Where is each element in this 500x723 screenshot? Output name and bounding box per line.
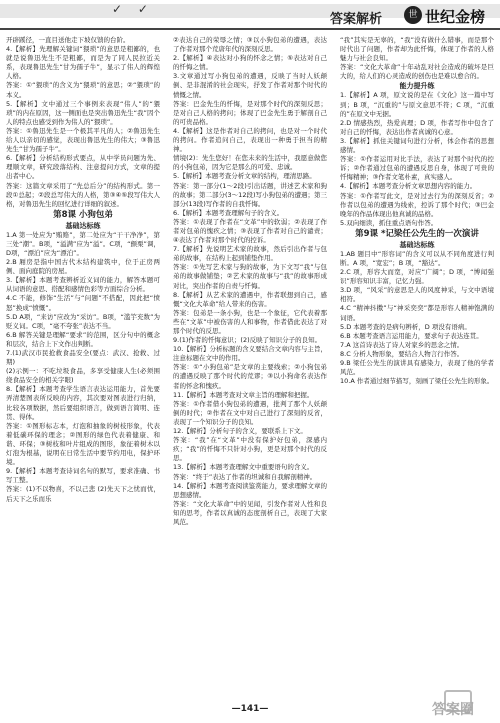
answer-line: 4.C “精神抖擞”与“神采奕奕”都是形容人精神饱满的词语。 <box>340 304 494 322</box>
answer-line: (2)示例一：不吃垃圾食品，多享受健康人生(必须围绕食品安全的相关字眼) <box>6 367 160 385</box>
header-rule <box>0 28 500 30</box>
answer-line: 12.【解析】分析句子的含义，要联系上下文。 <box>173 427 307 436</box>
answer-line: 13.【解析】本题考查理解文中重要语句的含义。 <box>173 463 314 472</box>
answer-line: 答案：①鲁迅先生是一个极其平凡的人；②鲁迅先生给人以亲切的感觉，表现出鲁迅先生的伟大；③鲁迅先生“甘为孺子牛”。 <box>6 126 160 154</box>
answer-line: “我”其实是无辜的，“我”没有做什么错事，而是那个时代出了问题，作者却为此忏悔，体现了作者的人格魅力与社会良知。 <box>340 36 494 63</box>
answer-line: 答案：①“猥琐”的含义为“猥琐”的意思；②“猥琐”的本义。 <box>6 81 160 99</box>
answer-line: 答案：包弟是一条小狗，也是一个象征，它代表着那些在“文革”中被伤害的人和事物，作者借此表达了对那个时代的反思。 <box>173 308 327 335</box>
answer-line: 答案：①作者借小狗包弟的遭遇，批判了那个人妖颠倒的时代；②作者在文中对自己进行了深刻的反省，表现了一个知识分子的良知。 <box>173 399 327 426</box>
answer-line: 8.【解析】从艺术家的遭遇中，作者联想到自己，感慨“文化大革命”给人带来的伤害。 <box>173 290 327 308</box>
answer-line: 2.C 项，形容大而宽，对应“广阔”；D 项，“博闻强识”形容知识丰富，记忆力强。 <box>340 268 494 286</box>
section-heading: 基础达标练 <box>65 221 101 230</box>
answer-line: 答案：①图形标志本，灯泡和抽象的树枝形象，代表着低碳环保的理念；②图形的绿色代表着健康、和谐、环保；③树枝和叶片组成的图形，象征着树木以灯泡为根基，说明在日常生活中要节约用电，保护环境。 <box>6 421 160 467</box>
answer-line: 7.【解析】先说明艺术家的故事，然后引出作者与包弟的故事，在结构上起到铺垫作用。 <box>173 245 327 263</box>
answer-line: 4.C 不能，修饰“生活”与“问题”不搭配，因此把“愤怒”换成“愤慨”。 <box>6 294 160 312</box>
answer-line: 10.A 作者通过细节描写，刻画了梁任公先生的形象。 <box>340 377 494 386</box>
answer-line: 7.A 这首诗表达了诗人对家乡的思念之情。 <box>340 340 464 349</box>
page-number: —141— <box>231 704 269 714</box>
column-right <box>340 36 494 701</box>
answer-line: 6.【解析】分析结构形式要点，从中学员问题为先、理顺文章，研究段落结构、注意提问方式，文章的提出者中心。 <box>6 154 160 181</box>
answer-line: 答案：①先写艺术家与狗的故事，为下文写“我”与包弟的故事做铺垫；②艺术家的故事与“我”的故事形成对比，突出作者的自责与忏悔。 <box>173 263 327 290</box>
answer-line: 开辟蹊径，一直目送他走下坡仅馈的台阶。 <box>6 36 130 44</box>
answer-line: 答案：①作者运用对比手法，表达了对那个时代的控诉；②作者通过包弟的遭遇反思自身，体现了可贵的忏悔精神；③作者文笔朴素，真实感人。 <box>340 155 494 182</box>
answer-line: 答案：①表现了作者在“文革”中的软弱；②表现了作者对包弟的愧疚之情；③表现了作者对自己的谴责；④表达了作者对那个时代的控诉。 <box>173 217 327 245</box>
answer-line: 1.AB 题目中“形容词”的含义可以从不同角度进行判断。A 项，“宽宏”；B 项，“豁达”。 <box>340 249 494 267</box>
answer-line: 答案：“文化大革命”中的见闻，引发作者对人性和良知的思考，作者以真诚的态度剖析自己，表现了大家风范。 <box>173 499 327 526</box>
answer-line: 2.【解析】④表达对小狗的怀念之情；⑤表达对自己的忏悔之情。 <box>173 54 327 72</box>
lesson-title: 第8课 小狗包弟 <box>53 209 113 220</box>
answer-line: 5.【解析】文中通过三个事例来表现“伟人”的“猥琐”的内在原因，这一侧面也是突出鲁迅先生“我”因个人的特点也感受到作为伟人的“猥琐”。 <box>6 99 160 126</box>
answer-line: 4.【解析】先理解关键词“猥琐”的意思是粗鄙的，也就是说鲁迅先生不是粗鄙，而是为了同人民拉近关系，表现鲁迅先生“甘为孺子牛”，显示了伟人的辉煌人格。 <box>6 45 160 81</box>
answer-line: ②表达自己的荣辱之情；③以小狗包弟的遭遇，表达了作者对那个荒唐年代的深刻反思。 <box>173 36 327 54</box>
answer-line: 答案：①“小狗包弟”是文章的主要线索；②小狗包弟的遭遇反映了那个时代的荒谬；③以小狗命名表达作者的怀念和愧疚。 <box>173 363 327 390</box>
answer-line: 答案：“终于”表达了作者的坦诚和自我解剖精神。 <box>173 472 317 481</box>
answer-line: 答案：巴金先生的忏悔，是对那个时代的深刻反思；是对自己人格的拷问；体现了巴金先生勇于解剖自己的可贵品格。 <box>173 99 327 126</box>
page-header <box>0 0 500 32</box>
answer-line: 5.双向细读，抓住重点语句作答。 <box>340 218 438 227</box>
answer-line: 答案：第一部分(1～2段)引出话题，讲述艺术家和狗的故事；第二部分(3～12段)写小狗包弟的遭遇；第三部分(13段)写作者的自我忏悔。 <box>173 181 327 208</box>
answer-line: 5.【解析】本题考查分析文章的结构，理清思路。 <box>173 172 316 181</box>
answer-line: 答案：这篇文章采用了“先总后分”的结构形式。第一段①总起；②段总写伟大的人格，第③④⑤段写伟大人格，对鲁迅先生的回忆进行详细的叙述。 <box>6 181 160 208</box>
answer-line: 3.文章通过写小狗包弟的遭遇，反映了当时人妖颠倒、是非混淆的社会现实，抒发了作者对那个时代的愤慨之情。 <box>173 72 327 99</box>
answer-line: 9.B 梁任公先生的演讲具有感染力，表现了他的学者风范。 <box>340 359 494 377</box>
answer-line: 7.(1)武汉市民抢救食品安全(要点：武汉、抢救、过期) <box>6 349 160 367</box>
answer-line: 3.D 项，“风采”的意思是人的风度神采，与文中语境相符。 <box>340 286 494 304</box>
watermark-text: 答案圈 <box>432 702 474 718</box>
answer-line: 8.【解析】本题考查学生语言表达运用能力，首先要弄清楚图表所反映的内容，其次要对图表进行归纳，比较各项数据，然后要组织语言，做到语言简明、连贯、得体。 <box>6 385 160 421</box>
section-heading: 基础达标练 <box>399 240 435 249</box>
answer-line: 11.【解析】本题考查对文章主旨的理解和把握。 <box>173 390 314 399</box>
header-title: 答案解析 <box>330 12 383 27</box>
answer-line: 1.【解析】A 项，原文说的是在《文化》这一篇中写到；B 项，“沉重的”与原文意思不符；C 项，“沉重的”在原文中无据。 <box>340 91 494 118</box>
answer-line: 3.【解析】抓住关键词句进行分析，体会作者的思想感情。 <box>340 136 494 155</box>
answer-line: 6.B 解答关键是理解“要求”的范围，区分句中的概念和层次，结合上下文作出判断。 <box>6 330 160 348</box>
answer-line: 5.D A项，“来访”应改为“采访”。B项，“滥竽充数”为贬义词。C项，“毫不夸张”表达不当。 <box>6 312 160 330</box>
answer-line: 3.【解析】本题考查辨析近义词的能力，解答本题可从词语的意思、搭配和感情色彩等方面综合分析。 <box>6 276 160 294</box>
answer-line: 14.【解析】本题考查阅读鉴赏能力，要求理解文章的思想感情。 <box>173 481 327 499</box>
answer-line: 5.D 本题考查的是病句辨析，D 项没有语病。 <box>340 322 471 331</box>
answer-line: 4.【解析】本题考查分析文章思想内容的能力。 <box>340 182 477 191</box>
answer-line: 8.C 分析人物形象，要结合人物言行作答。 <box>340 349 464 358</box>
answer-line: 2.B 厢房是指中国古代木结构建筑中，位于正房两侧、面向庭院的房屋。 <box>6 258 160 276</box>
column-left <box>6 36 160 701</box>
answer-line: 6.B 本题考查语言运用能力，要求句子表达连贯。 <box>340 331 483 340</box>
section-heading: 能力提升练 <box>399 82 435 91</box>
brand-logo-icon: 世 <box>404 6 422 24</box>
answer-line: 6.【解析】本题考查理解句子的含义。 <box>173 208 284 217</box>
column-middle <box>173 36 327 701</box>
answer-line: 4.【解析】这是作者对自己的拷问，也是对一个时代的拷问。作者追问自己，表现出一种勇于担当的精神。 <box>173 126 327 154</box>
answer-line: 9.【解析】本题考查诗词名句的默写，要求准确、书写工整。 <box>6 467 160 485</box>
answer-line: 答案：“文化大革命”十年动乱对社会造成的破坏是巨大的，给人们的心灵造成的创伤也是难以愈合的。 <box>340 63 494 81</box>
brand-name: 世纪金榜 <box>425 8 486 26</box>
answer-line: 2.D 情感热烈，热爱真理；D 项，作者写作中包含了对自己的忏悔，表达出作者真诚的心意。 <box>340 118 494 136</box>
birds-icon: ✓ ✓ <box>112 2 154 16</box>
answer-line: 10.【解析】分析标题的含义要结合文章内容与主旨，注意标题在文中的作用。 <box>173 345 327 363</box>
lesson-title: 第9课 *记梁任公先生的一次演讲 <box>355 228 479 239</box>
answer-line: 1.A 第一处应为“贿赂”，第二处应为“干干净净”，第三处“潮”。B项，“溢满”应为“溢”。C项，“颤栗”调，D项，“漂泊”应为“漂泊”。 <box>6 230 160 257</box>
answer-line: 答案：“我”在“文革”中没有保护好包弟，深感内疚；“我”的忏悔不只针对小狗，更是对那个时代的反思。 <box>173 436 327 463</box>
answer-line: 答案：(1)不以物喜，不以己悲 (2)先天下之忧而忧，后天下之乐而乐 <box>6 485 160 503</box>
answer-line: 答案：①作者写此文，是对过去行为的深刻反省；②作者以包弟的遭遇为线索，控诉了那个时代；③巴金晚年的作品体现出他真诚的品格。 <box>340 191 494 218</box>
answer-columns <box>6 36 494 701</box>
answer-line: 情境(2)：先生您好！在您未来的生活中，我愿意做您的小狗包弟，因为它是那么的可爱、忠诚。 <box>173 154 327 172</box>
answer-line: 9.(1)作者的忏悔意识；(2)反映了知识分子的良知。 <box>173 336 322 345</box>
